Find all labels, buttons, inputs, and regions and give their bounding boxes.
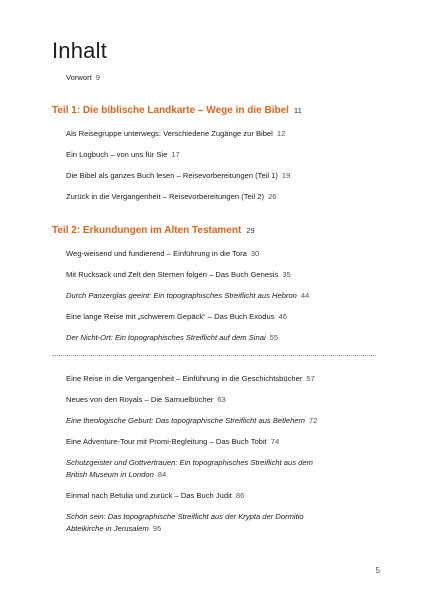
entry-label: Eine Adventure-Tour mit Promi-Begleitung – Das Buch Tobit [66,437,267,446]
toc-entry [66,373,384,385]
entry-label-line2: Abteikirche in Jerusalem [66,524,149,533]
entry-label: Vorwort [66,73,92,82]
toc-entry-streiflicht [66,332,384,344]
page-number: 5 [375,566,380,575]
entry-label: Einmal nach Betulia und zurück – Das Buch Judit [66,491,232,500]
entry-page: 74 [270,437,280,446]
entry-page: 55 [269,333,279,342]
entry-label: Weg-weisend und fundierend – Einführung in die Tora [66,249,247,258]
toc-entry-vorwort [66,72,384,84]
entry-label: Eine lange Reise mit „schwerem Gepäck“ – Das Buch Exodus [66,312,275,321]
entry-page: 57 [306,374,315,383]
entry-page: 84 [157,470,167,479]
toc-entry-streiflicht [66,511,384,535]
entry-label: Eine theologische Geburt: Das topographische Streiflicht aus Betlehem [66,416,305,425]
entry-label: Zurück in die Vergangenheit – Reisevorbereitungen (Teil 2) [66,192,264,201]
part-heading-teil1 [52,105,384,116]
entry-page: 9 [95,73,100,82]
toc-entry [66,149,384,161]
part-label: Teil 2: Erkundungen im Alten Testament [52,225,242,236]
entry-label: Neues von den Royals – Die Samuelbücher [66,395,214,404]
toc-entry-streiflicht [66,415,384,427]
entry-page: 17 [171,150,180,159]
toc-entry [66,490,384,502]
toc-entry [66,248,384,260]
entry-page: 95 [152,524,162,533]
part-page: 11 [293,106,302,115]
entry-label: Mit Rucksack und Zelt den Sternen folgen – Das Buch Genesis [66,270,279,279]
entry-label: Als Reisegruppe unterwegs: Verschiedene Zugänge zur Bibel [66,129,273,138]
entry-page: 63 [217,395,226,404]
entry-label-line2: British Museum in London [66,470,154,479]
entry-page: 46 [278,312,287,321]
toc-entry [66,394,384,406]
entry-label-line1: Schön sein: Das topographische Streiflicht aus der Krypta der Dormitio [66,512,304,521]
entry-page: 19 [281,171,291,180]
toc-entry [66,269,384,281]
toc-entry [66,311,384,323]
entry-label: Die Bibel als ganzes Buch lesen – Reisevorbereitungen (Teil 1) [66,171,278,180]
part-heading-teil2 [52,225,384,236]
page-title: Inhalt [52,38,108,63]
entry-page: 72 [308,416,318,425]
entry-label-line1: Schutzgeister und Gottvertrauen: Ein topographisches Streiflicht aus dem [66,458,313,467]
entry-page: 35 [282,270,291,279]
entry-page: 86 [235,491,245,500]
toc-entry [66,191,384,203]
part-page: 29 [246,226,255,235]
toc-entry [66,436,384,448]
toc-entry-streiflicht [66,457,384,481]
dotted-divider [52,355,376,356]
part-label: Teil 1: Die biblische Landkarte – Wege in die Bibel [52,105,289,116]
toc-entry [66,170,384,182]
entry-page: 26 [267,192,277,201]
entry-label: Ein Logbuch – von uns für Sie [66,150,168,159]
entry-page: 12 [276,129,286,138]
entry-page: 44 [300,291,310,300]
entry-page: 30 [250,249,260,258]
toc-entry-streiflicht [66,290,384,302]
entry-label: Durch Panzerglas geeint: Ein topographisches Streiflicht aus Hebron [66,291,297,300]
toc-entry [66,128,384,140]
entry-label: Der Nicht-Ort: Ein topographisches Streiflicht auf dem Sinai [66,333,266,342]
entry-label: Eine Reise in die Vergangenheit – Einführung in die Geschichtsbücher [66,374,303,383]
